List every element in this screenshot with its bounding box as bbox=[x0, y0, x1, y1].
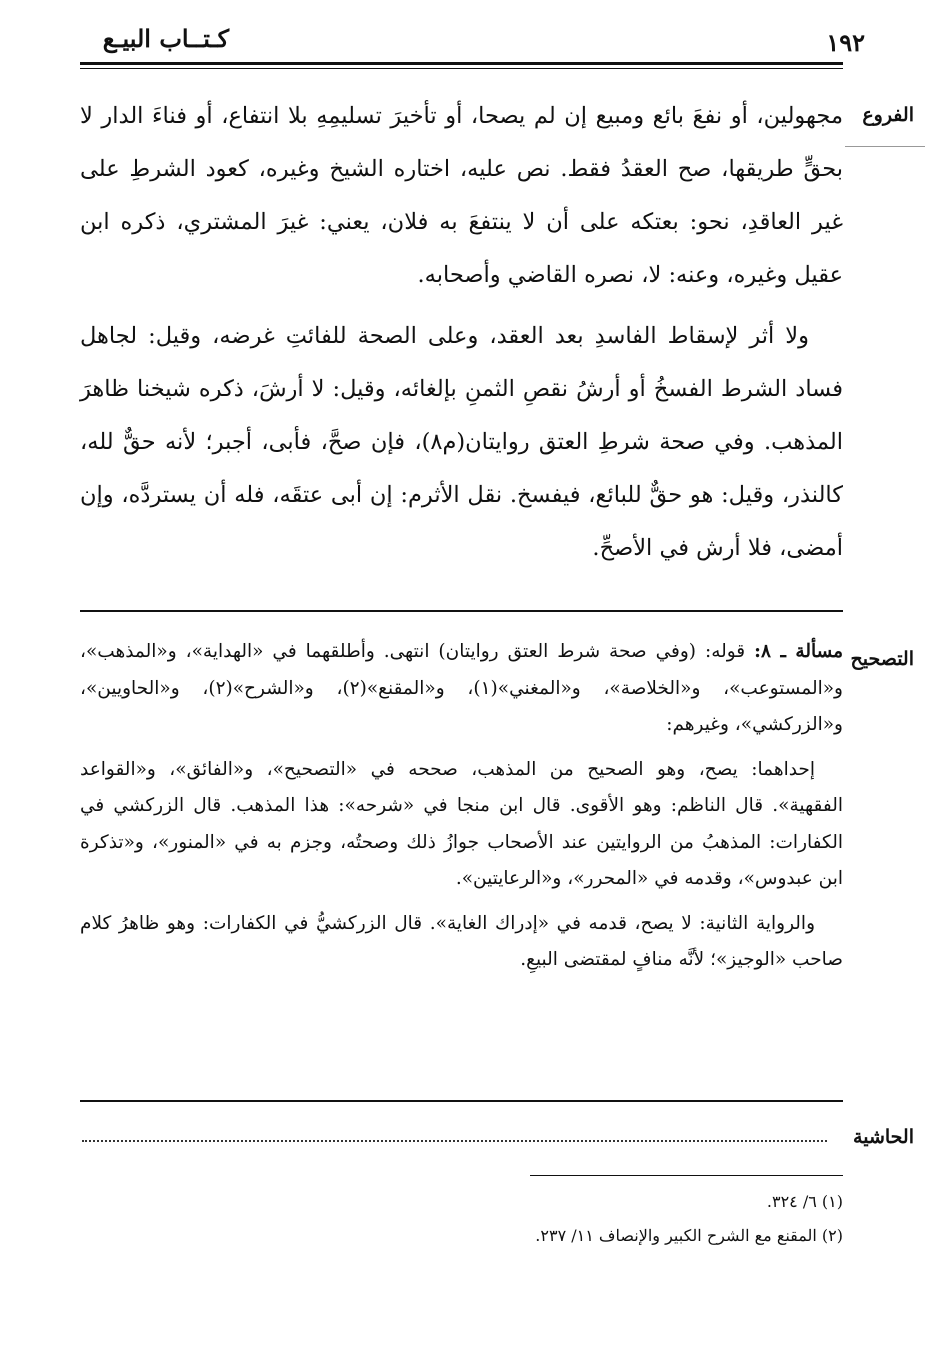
section-divider-2 bbox=[80, 1100, 843, 1102]
section-divider-1 bbox=[80, 610, 843, 612]
side-label-tashih: التصحيح bbox=[850, 648, 914, 670]
masala-heading: مسألة ـ ٨: bbox=[754, 641, 844, 662]
page-number: ١٩٢ bbox=[826, 28, 865, 57]
side-label-hashiya: الحاشية bbox=[853, 1126, 914, 1148]
tashih-paragraph-1 bbox=[80, 634, 843, 744]
hashiya-dotted-line bbox=[82, 1140, 827, 1142]
running-title: كـتــاب البيـع bbox=[102, 24, 229, 53]
header-rule-thick bbox=[80, 62, 843, 65]
furu-text bbox=[80, 90, 843, 575]
footnote-rule bbox=[530, 1175, 843, 1176]
footnote-2: (٢) المقنع مع الشرح الكبير والإنصاف ١١/ ٢٣٧. bbox=[535, 1226, 843, 1245]
tashih-paragraph-3: والرواية الثانية: لا يصح، قدمه في «إدراك الغاية». قال الزركشيُّ في الكفارات: وهو ظاهرُ كلام صاحب «الوجيز»؛ لأنَّه منافٍ لمقتضى البيعِ. bbox=[80, 912, 843, 970]
furu-paragraph-1: مجهولين، أو نفعَ بائع ومبيع إن لم يصحا، أو تأخيرَ تسليمِهِ بلا انتفاع، أو فناءَ الدار لا بحقٍّ طريقها، صح العقدُ فقط. نص عليه، اختاره الشيخ وغيره، كعود الشرطِ على غير العاقدِ، نحو: بعتكه على أن لا ينتفعَ به فلان، يعني: غيرَ المشتري، ذكره ابن عقيل وغيره، وعنه: لا، نصره القاضي وأصحابه. bbox=[80, 103, 843, 288]
side-label-rule bbox=[845, 146, 925, 147]
header-rule-thin bbox=[80, 68, 843, 69]
tashih-text bbox=[80, 634, 843, 979]
footnote-1: (١) ٦/ ٣٢٤. bbox=[766, 1192, 843, 1211]
tashih-paragraph-1-text: قوله: (وفي صحة شرط العتق روايتان) انتهى. وأطلقهما في «الهداية»، و«المذهب»، و«المستوعب»، و«الخلاصة»، و«المغني»(١)، و«المقنع»(٢)، و«الشرح»(٢)، و«الحاويين»، و«الزركشي»، وغيرهم: bbox=[80, 641, 843, 735]
side-label-furu: الفروع bbox=[862, 104, 914, 126]
tashih-paragraph-2: إحداهما: يصح، وهو الصحيح من المذهب، صححه في «التصحيح»، و«الفائق»، و«القواعد الفقهية». قال الناظم: وهو الأقوى. قال ابن منجا في «شرحه»: هذا المذهب. قال الزركشي في الكفارات: المذهبُ من الروايتين عند الأصحاب جوازُ ذلك وصحتُه، وجزم به في «المنور»، و«تذكرة ابن عبدوس»، وقدمه في «المحرر»، و«الرعايتين». bbox=[80, 758, 843, 889]
furu-paragraph-2: ولا أثر لإسقاط الفاسدِ بعد العقد، وعلى الصحة للفائتِ غرضه، وقيل: لجاهل فساد الشرط الفسخُ أو أرشُ نقصِ الثمنِ بإلغائه، وقيل: لا أرشَ، ذكره شيخنا ظاهرَ المذهب. وفي صحة شرطِ العتق روايتان(م٨)، فإن صحَّ، فأبى، أجبر؛ لأنه حقٌّ لله، كالنذر، وقيل: هو حقٌّ للبائع، فيفسخ. نقل الأثرم: إن أبى عتقَه، فله أن يستردَّه، وإن أمضى، فلا أرش في الأصحِّ. bbox=[80, 323, 843, 561]
